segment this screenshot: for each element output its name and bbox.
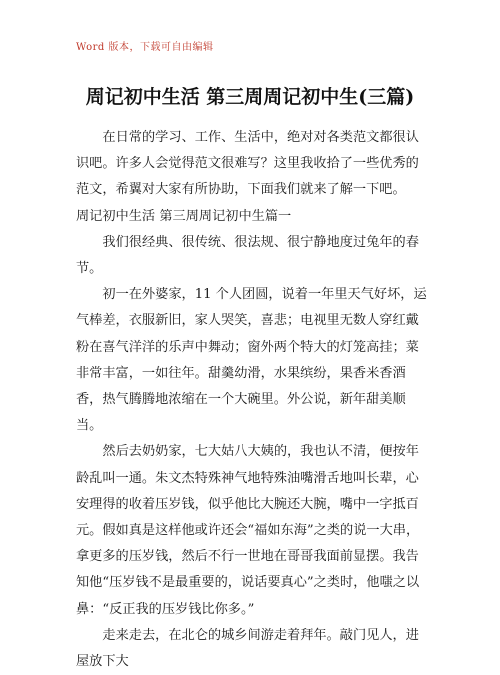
section-heading: 周记初中生活 第三周周记初中生篇一 — [76, 208, 292, 224]
paragraph: 初一在外婆家，11 个人团圆，说着一年里天气好坏，运气棒差，衣服新旧，家人哭笑，喜悲；电视里无数人穿红戴粉在喜气洋洋的乐声中舞动；窗外两个特大的灯笼高挂；菜非常丰富，一如往年。甜羹幼滑，水果缤纷，果香米香酒香，热气腾腾地浓缩在一个大碗里。外公说，新年甜美顺当。 — [76, 287, 427, 434]
paragraph: 走来走去，在北仑的城乡间游走着拜年。敲门见人，进屋放下大 — [76, 627, 419, 670]
header-watermark: Word 版本，下载可自由编辑 — [76, 42, 214, 53]
document-body — [76, 125, 428, 675]
paragraph: 我们很经典、很传统、很法规、很宁静地度过兔年的春节。 — [76, 234, 419, 277]
paragraph-intro: 在日常的学习、工作、生活中，绝对对各类范文都很认识吧。许多人会觉得范文很难写？这里我收拾了一些优秀的范文，希翼对大家有所协助，下面我们就来了解一下吧。 — [76, 130, 419, 198]
document-title: 周记初中生活 第三周周记初中生(三篇) — [85, 86, 415, 108]
paragraph: 然后去奶奶家，七大姑八大姨的，我也认不清，便按年龄乱叫一通。朱文杰特殊神气地特殊油嘴滑舌地叫长辈，心安理得的收着压岁钱，似乎他比大腕还大腕，嘴中一字抵百元。假如真是这样他或许还会“福如东海”之类的说一大串，拿更多的压岁钱，然后不行一世地在哥哥我面前显摆。我告知他“压岁钱不是最重要的，说话要真心”之类时，他嗤之以鼻：“反正我的压岁钱比你多。” — [76, 444, 420, 617]
